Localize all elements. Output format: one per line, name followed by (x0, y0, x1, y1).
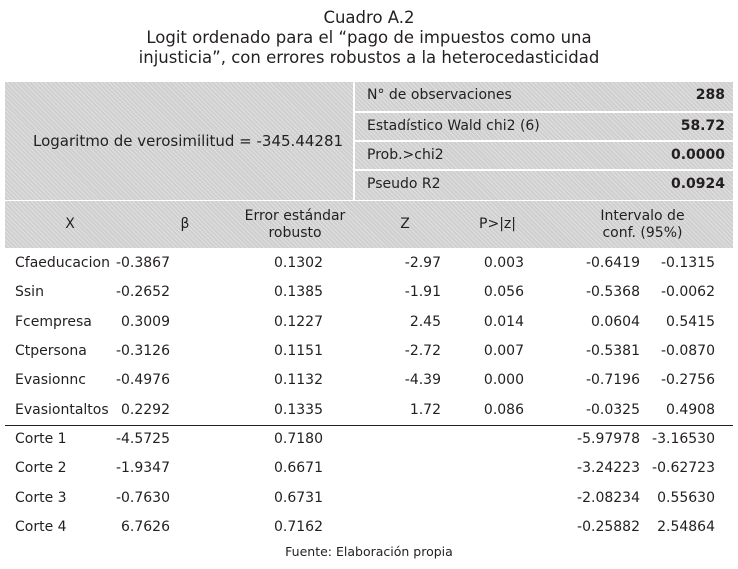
table-row (5, 308, 733, 337)
cell-std-error: 0.1335 (274, 401, 323, 418)
cell-ci-upper: 0.55630 (657, 489, 715, 506)
cell-std-error: 0.1227 (274, 313, 323, 330)
cell-std-error: 0.1132 (274, 372, 323, 389)
cell-p-value: 0.000 (483, 372, 524, 389)
cell-beta: -1.9347 (115, 460, 170, 477)
loglik-cell (5, 82, 353, 200)
col-se: Error estándar robusto (244, 207, 346, 241)
cell-std-error: 0.1151 (274, 342, 323, 359)
cell-beta: -0.4976 (115, 372, 170, 389)
cell-variable: Corte 3 (15, 489, 67, 506)
cell-variable: Evasiontaltos (15, 401, 109, 418)
cell-variable: Evasionnc (15, 372, 86, 389)
cell-ci-lower: -3.24223 (577, 460, 640, 477)
table-row (5, 337, 733, 366)
table-title: Cuadro A.2 (323, 8, 415, 27)
cut-row (5, 484, 733, 513)
cell-ci-upper: 0.4908 (666, 401, 715, 418)
stat-value: 0.0000 (670, 147, 725, 163)
cell-p-value: 0.056 (483, 284, 524, 301)
table-subtitle-line1: Logit ordenado para el “pago de impuestos como una (146, 28, 592, 47)
cell-z: 1.72 (409, 401, 441, 418)
cell-p-value: 0.014 (483, 313, 524, 330)
stat-observations (355, 82, 733, 111)
stat-pseudo-r2 (355, 169, 733, 200)
cell-ci-upper: -0.0870 (660, 342, 715, 359)
cell-ci-lower: -0.25882 (577, 518, 640, 535)
cell-beta: -0.7630 (115, 489, 170, 506)
stat-value: 58.72 (680, 118, 725, 134)
col-p: P>|z| (479, 216, 516, 232)
cell-ci-lower: -0.6419 (585, 255, 640, 271)
stat-value: 0.0924 (670, 176, 725, 192)
cell-ci-lower: -0.7196 (585, 372, 640, 389)
cell-ci-upper: -3.16530 (652, 431, 715, 447)
cell-ci-lower: -0.0325 (585, 401, 640, 418)
model-summary (5, 82, 733, 200)
cell-variable: Ssin (15, 284, 44, 301)
cut-row (5, 425, 733, 454)
cut-row (5, 513, 733, 542)
table-row (5, 366, 733, 395)
cell-std-error: 0.6671 (274, 460, 323, 477)
cell-variable: Corte 1 (15, 431, 67, 447)
col-beta: β (180, 216, 190, 232)
cell-ci-lower: 0.0604 (591, 313, 640, 330)
cell-beta: -0.3126 (115, 342, 170, 359)
cell-beta: 0.3009 (121, 313, 170, 330)
cell-ci-lower: -2.08234 (577, 489, 640, 506)
cell-beta: 6.7626 (121, 518, 170, 535)
cell-variable: Ctpersona (15, 342, 87, 359)
table-row (5, 396, 733, 425)
col-ci: Intervalo de conf. (95%) (600, 207, 685, 241)
cell-variable: Fcempresa (15, 313, 92, 330)
col-x: X (65, 216, 75, 232)
cell-z: -2.97 (404, 255, 441, 271)
cell-ci-lower: -0.5381 (585, 342, 640, 359)
stat-label: Estadístico Wald chi2 (6) (367, 118, 540, 134)
cell-z: -4.39 (404, 372, 441, 389)
cell-std-error: 0.7162 (274, 518, 323, 535)
table-row (5, 249, 733, 278)
table-footer: Fuente: Elaboración propia (285, 544, 453, 559)
cell-p-value: 0.007 (483, 342, 524, 359)
cell-z: -1.91 (404, 284, 441, 301)
cell-std-error: 0.1385 (274, 284, 323, 301)
cell-variable: Corte 4 (15, 518, 67, 535)
table-row (5, 278, 733, 307)
cell-ci-upper: -0.0062 (660, 284, 715, 301)
cell-z: -2.72 (404, 342, 441, 359)
cell-ci-upper: -0.2756 (660, 372, 715, 389)
cell-ci-lower: -5.97978 (577, 431, 640, 447)
stat-wald (355, 111, 733, 140)
cell-p-value: 0.086 (483, 401, 524, 418)
loglik-label: Logaritmo de verosimilitud = -345.44281 (33, 132, 344, 150)
cell-beta: -4.5725 (115, 431, 170, 447)
cell-ci-upper: 0.5415 (666, 313, 715, 330)
cell-ci-upper: -0.1315 (660, 255, 715, 271)
cell-z: 2.45 (409, 313, 441, 330)
cell-ci-upper: 2.54864 (657, 518, 715, 535)
column-header-row (5, 201, 733, 248)
stat-label: N° de observaciones (367, 87, 512, 103)
cut-row (5, 454, 733, 483)
stat-prob (355, 140, 733, 169)
table-subtitle-line2: injusticia”, con errores robustos a la heterocedasticidad (138, 48, 600, 67)
cell-variable: Cfaeducacion (15, 255, 110, 271)
stat-label: Pseudo R2 (367, 176, 441, 192)
cell-variable: Corte 2 (15, 460, 67, 477)
cell-beta: -0.2652 (115, 284, 170, 301)
cell-p-value: 0.003 (483, 255, 524, 271)
cell-std-error: 0.7180 (274, 431, 323, 447)
col-z: Z (400, 216, 410, 232)
cell-std-error: 0.6731 (274, 489, 323, 506)
cell-beta: 0.2292 (121, 401, 170, 418)
cell-std-error: 0.1302 (274, 255, 323, 271)
cell-ci-lower: -0.5368 (585, 284, 640, 301)
stat-value: 288 (695, 87, 725, 103)
cell-ci-upper: -0.62723 (652, 460, 715, 477)
stat-label: Prob.>chi2 (367, 147, 444, 163)
cell-beta: -0.3867 (115, 255, 170, 271)
